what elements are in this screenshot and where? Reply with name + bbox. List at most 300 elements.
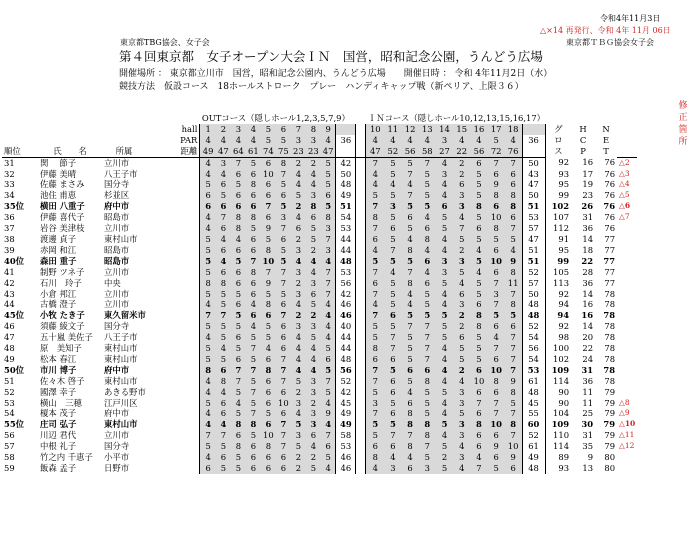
spacer-cell xyxy=(356,343,366,354)
club-cell: 立川市 xyxy=(104,223,130,234)
gross-cell: 95 xyxy=(558,244,570,255)
spacer-cell xyxy=(356,157,366,168)
fix-mark-cell xyxy=(617,452,637,463)
hcp-cell: 30 xyxy=(581,419,594,430)
club-cell: 昭島市 xyxy=(104,255,130,266)
in-score-cell: 7 xyxy=(384,245,401,256)
out-score-cell: 5 xyxy=(200,234,216,245)
in-score-cell: 5 xyxy=(488,310,505,321)
in-score-cell: 7 xyxy=(505,343,522,354)
gross-cell: 102 xyxy=(551,201,570,212)
out-score-cell: 5 xyxy=(321,179,336,190)
out-score-cell: 8 xyxy=(246,212,261,223)
out-score-cell: 5 xyxy=(216,441,231,452)
in-score-cell: 2 xyxy=(453,157,470,168)
organizer-left: 東京都TBG協会、女子会 xyxy=(120,38,210,47)
hcp-cell: 36 xyxy=(582,223,594,234)
in-score-cell: 7 xyxy=(401,169,418,180)
spacer-cell xyxy=(146,289,200,300)
out-score-cell: 6 xyxy=(321,441,336,452)
out-score-cell: 8 xyxy=(231,223,246,234)
in-score-cell: 4 xyxy=(366,179,384,190)
in-score-cell: 6 xyxy=(366,278,384,289)
table-row xyxy=(2,452,637,463)
player-name: 小牧 たき子 xyxy=(40,310,85,321)
in-score-cell: 5 xyxy=(366,190,384,201)
gross-cell: 105 xyxy=(553,266,570,277)
par-cell: 3 xyxy=(436,135,453,146)
in-score-cell: 9 xyxy=(488,179,505,190)
out-score-cell: 5 xyxy=(321,201,336,212)
out-score-cell: 4 xyxy=(246,299,261,310)
out-score-cell: 6 xyxy=(276,332,291,343)
in-score-cell: 6 xyxy=(384,408,401,419)
out-score-cell: 9 xyxy=(321,408,336,419)
club-cell: 国分寺 xyxy=(104,179,130,190)
fix-mark-cell: △6 xyxy=(619,201,631,211)
table-row xyxy=(2,463,637,474)
in-score-cell: 6 xyxy=(488,452,505,463)
out-score-cell: 5 xyxy=(216,321,231,332)
in-total-cell: 48 xyxy=(522,463,545,474)
net-cell: 78 xyxy=(603,310,616,321)
out-score-cell: 5 xyxy=(216,463,231,474)
in-score-cell: 5 xyxy=(470,354,487,365)
rank-cell: 50位 xyxy=(4,364,25,375)
out-score-cell: 6 xyxy=(276,321,291,332)
in-score-cell: 2 xyxy=(453,310,470,321)
club-cell: 江戸川区 xyxy=(104,397,138,408)
in-score-cell: 10 xyxy=(488,419,505,430)
out-score-cell: 5 xyxy=(276,201,291,212)
in-score-cell: 4 xyxy=(401,299,418,310)
out-score-cell: 6 xyxy=(261,354,276,365)
in-score-cell: 5 xyxy=(419,310,436,321)
out-score-cell: 4 xyxy=(321,419,336,430)
in-score-cell: 7 xyxy=(488,408,505,419)
out-score-cell: 5 xyxy=(216,354,231,365)
out-score-cell: 6 xyxy=(261,398,276,409)
out-score-cell: 4 xyxy=(321,332,336,343)
in-score-cell: 6 xyxy=(453,289,470,300)
fix-mark-cell: △10 xyxy=(619,419,636,429)
player-name: 古橋 澄子 xyxy=(40,299,77,310)
club-cell: 国分寺 xyxy=(104,441,130,452)
out-score-cell: 3 xyxy=(291,267,306,278)
fix-column-label xyxy=(678,100,688,148)
out-score-cell: 5 xyxy=(306,234,321,245)
out-score-cell: 3 xyxy=(291,289,306,300)
in-score-cell: 2 xyxy=(436,452,453,463)
out-score-cell: 7 xyxy=(321,267,336,278)
in-score-cell: 7 xyxy=(366,376,384,387)
out-total-cell: 53 xyxy=(336,441,356,452)
in-score-cell: 3 xyxy=(436,169,453,180)
spacer-cell xyxy=(356,398,366,409)
out-score-cell: 6 xyxy=(200,190,216,201)
net-cell: 76 xyxy=(604,190,616,201)
gross-cell: 91 xyxy=(558,233,570,244)
distance-cell: 56 xyxy=(470,146,487,157)
out-score-cell: 7 xyxy=(276,354,291,365)
rank-cell: 35位 xyxy=(4,201,25,212)
hcp-cell: 31 xyxy=(582,212,594,223)
out-score-cell: 2 xyxy=(291,234,306,245)
out-score-cell: 8 xyxy=(246,179,261,190)
in-score-cell: 7 xyxy=(505,408,522,419)
in-score-cell: 3 xyxy=(453,387,470,398)
distance-cell: 61 xyxy=(246,146,261,157)
in-score-cell: 5 xyxy=(470,234,487,245)
out-score-cell: 4 xyxy=(200,376,216,387)
in-score-cell: 5 xyxy=(470,169,487,180)
rank-cell: 51 xyxy=(4,375,15,386)
hcp-cell: 9 xyxy=(587,452,594,463)
out-score-cell: 6 xyxy=(276,299,291,310)
spacer-cell xyxy=(356,419,366,430)
out-score-cell: 6 xyxy=(246,278,261,289)
in-score-cell: 6 xyxy=(384,223,401,234)
par-cell: 5 xyxy=(261,135,276,146)
distance-cell: 49 xyxy=(200,146,216,157)
in-score-cell: 6 xyxy=(384,376,401,387)
in-score-cell: 5 xyxy=(453,343,470,354)
out-score-cell: 4 xyxy=(306,365,321,376)
hcp-cell: 18 xyxy=(582,244,594,255)
out-score-cell: 6 xyxy=(261,387,276,398)
out-score-cell: 8 xyxy=(216,278,231,289)
out-score-cell: 5 xyxy=(306,332,321,343)
out-score-cell: 4 xyxy=(306,256,321,267)
in-score-cell: 3 xyxy=(453,256,470,267)
net-cell: 80 xyxy=(604,463,616,473)
in-score-cell: 6 xyxy=(470,223,487,234)
in-total-cell: 51 xyxy=(522,201,545,212)
spacer-cell xyxy=(356,190,366,201)
out-score-cell: 8 xyxy=(276,157,291,168)
gross-label: グ ロ ス xyxy=(554,124,563,156)
out-total-cell: 48 xyxy=(336,354,356,365)
fix-mark-cell: △3 xyxy=(619,168,630,178)
in-score-cell: 6 xyxy=(384,310,401,321)
fix-mark-cell xyxy=(617,310,637,321)
name-header: 氏 名 xyxy=(38,146,102,157)
in-score-cell: 3 xyxy=(453,201,470,212)
spacer-cell xyxy=(356,441,366,452)
in-score-cell: 5 xyxy=(436,387,453,398)
gross-cell: 104 xyxy=(553,408,570,419)
in-total-cell: 50 xyxy=(522,157,545,168)
in-score-cell: 8 xyxy=(505,299,522,310)
out-score-cell: 7 xyxy=(246,256,261,267)
spacer-cell xyxy=(356,223,366,234)
out-score-cell: 6 xyxy=(231,201,246,212)
hole-number-cell: 17 xyxy=(488,124,505,135)
in-total-cell: 57 xyxy=(522,278,545,289)
in-score-cell: 7 xyxy=(419,321,436,332)
in-score-cell: 4 xyxy=(436,343,453,354)
in-score-cell: 3 xyxy=(453,452,470,463)
in-score-cell: 4 xyxy=(401,452,418,463)
out-score-cell: 2 xyxy=(306,245,321,256)
in-score-cell: 8 xyxy=(419,419,436,430)
out-total-cell: 56 xyxy=(336,365,356,376)
out-total-cell: 53 xyxy=(336,267,356,278)
gross-cell: 92 xyxy=(558,288,570,299)
out-score-cell: 8 xyxy=(246,267,261,278)
out-score-cell: 5 xyxy=(216,332,231,343)
hcp-cell: 24 xyxy=(582,353,594,364)
fix-label-text: 修 正 箇 所 xyxy=(678,101,688,147)
par-cell: 5 xyxy=(488,135,505,146)
out-score-cell: 5 xyxy=(231,289,246,300)
out-score-cell: 5 xyxy=(246,376,261,387)
par-cell: 4 xyxy=(419,135,436,146)
par-cell: 4 xyxy=(366,135,384,146)
net-cell: 76 xyxy=(604,212,616,223)
out-score-cell: 5 xyxy=(306,463,321,474)
in-score-cell: 8 xyxy=(366,452,384,463)
in-score-cell: 6 xyxy=(470,299,487,310)
out-total-cell: 46 xyxy=(336,310,356,321)
out-score-cell: 4 xyxy=(200,419,216,430)
par-cell: 4 xyxy=(470,135,487,146)
in-score-cell: 5 xyxy=(453,408,470,419)
rank-cell: 58 xyxy=(4,452,15,463)
in-score-cell: 5 xyxy=(384,169,401,180)
in-score-cell: 5 xyxy=(436,463,453,474)
fix-mark-cell xyxy=(617,223,637,234)
in-score-cell: 10 xyxy=(488,256,505,267)
out-score-cell: 7 xyxy=(321,278,336,289)
par-cell: 4 xyxy=(453,135,470,146)
out-total-cell: 46 xyxy=(336,452,356,463)
in-score-cell: 6 xyxy=(505,463,522,474)
rank-cell: 59 xyxy=(4,463,15,473)
in-score-cell: 7 xyxy=(488,278,505,289)
hcp-cell: 16 xyxy=(582,157,594,168)
out-total-cell: 49 xyxy=(336,408,356,419)
out-score-cell: 6 xyxy=(276,452,291,463)
in-score-cell: 5 xyxy=(419,452,436,463)
in-score-cell: 7 xyxy=(419,332,436,343)
rank-cell: 52 xyxy=(4,386,15,397)
spacer-cell xyxy=(356,267,366,278)
in-score-cell: 5 xyxy=(366,430,384,441)
in-score-cell: 6 xyxy=(488,354,505,365)
out-score-cell: 5 xyxy=(231,179,246,190)
club-cell: あきる野市 xyxy=(104,386,146,397)
in-score-cell: 4 xyxy=(419,212,436,223)
out-score-cell: 6 xyxy=(216,245,231,256)
out-score-cell: 7 xyxy=(276,169,291,180)
in-score-cell: 7 xyxy=(401,190,418,201)
spacer-cell xyxy=(356,124,366,135)
table-row xyxy=(2,441,637,452)
table-row xyxy=(2,190,637,201)
par-cell: 3 xyxy=(291,135,306,146)
out-score-cell: 2 xyxy=(291,452,306,463)
player-name: 飯森 孟子 xyxy=(40,463,77,473)
in-score-cell: 6 xyxy=(470,157,487,168)
in-score-cell: 3 xyxy=(384,463,401,474)
hcp-cell: 22 xyxy=(582,343,594,354)
in-score-cell: 6 xyxy=(401,398,418,409)
fix-mark-cell xyxy=(617,299,637,310)
in-score-cell: 10 xyxy=(488,365,505,376)
out-score-cell: 8 xyxy=(321,212,336,223)
gross-cell: 109 xyxy=(551,419,570,430)
out-total-cell: 48 xyxy=(336,179,356,190)
spacer-cell xyxy=(146,157,200,168)
fix-mark-cell xyxy=(617,278,637,289)
in-score-cell: 4 xyxy=(436,179,453,190)
in-total-cell: 61 xyxy=(522,376,545,387)
in-score-cell: 3 xyxy=(419,463,436,474)
hole-number-cell: 16 xyxy=(470,124,487,135)
out-score-cell: 6 xyxy=(261,310,276,321)
out-score-cell: 5 xyxy=(200,245,216,256)
in-score-cell: 7 xyxy=(401,267,418,278)
fix-mark-cell: △11 xyxy=(619,430,635,440)
hcp-cell: 13 xyxy=(582,463,594,473)
out-score-cell: 4 xyxy=(291,256,306,267)
in-score-cell: 4 xyxy=(453,441,470,452)
in-score-cell: 4 xyxy=(470,245,487,256)
in-score-cell: 7 xyxy=(366,310,384,321)
out-total-cell: 54 xyxy=(336,212,356,223)
fix-mark-cell xyxy=(617,354,637,365)
in-score-cell: 7 xyxy=(505,430,522,441)
out-score-cell: 6 xyxy=(276,343,291,354)
out-score-cell: 6 xyxy=(276,234,291,245)
rank-cell: 44 xyxy=(4,299,15,310)
spacer-cell xyxy=(146,463,200,474)
hcp-cell: 16 xyxy=(582,299,594,310)
player-name: 森田 重子 xyxy=(40,255,77,266)
out-score-cell: 4 xyxy=(216,419,231,430)
rank-cell: 48 xyxy=(4,343,15,354)
in-score-cell: 4 xyxy=(453,463,470,474)
spacer-cell xyxy=(356,408,366,419)
in-score-cell: 4 xyxy=(436,408,453,419)
par-header: PAR xyxy=(180,134,198,145)
player-name: 榎本 茂子 xyxy=(40,408,77,419)
in-score-cell: 6 xyxy=(366,354,384,365)
net-cell: 79 xyxy=(603,419,616,430)
out-score-cell: 10 xyxy=(262,255,275,266)
club-cell: 中央 xyxy=(104,277,121,288)
out-score-cell: 2 xyxy=(306,452,321,463)
in-score-cell: 4 xyxy=(436,365,453,376)
fix-mark-cell: △8 xyxy=(619,397,630,407)
club-cell: 立川市 xyxy=(104,430,130,441)
player-name: 制野 ツネ子 xyxy=(40,266,85,277)
in-score-cell: 5 xyxy=(419,169,436,180)
out-score-cell: 6 xyxy=(261,376,276,387)
in-score-cell: 5 xyxy=(366,387,384,398)
in-total-cell: 50 xyxy=(522,190,545,201)
table-row xyxy=(2,419,637,430)
par-cell: 4 xyxy=(216,135,231,146)
out-score-cell: 6 xyxy=(216,452,231,463)
hcp-cell: 26 xyxy=(581,201,594,212)
out-score-cell: 4 xyxy=(200,387,216,398)
distance-cell: 47 xyxy=(366,146,384,157)
out-score-cell: 10 xyxy=(276,398,291,409)
player-name: 五十嵐 美佐子 xyxy=(40,332,93,343)
out-score-cell: 5 xyxy=(321,169,336,180)
spacer-cell xyxy=(356,321,366,332)
distance-cell: 64 xyxy=(231,146,246,157)
net-cell: 78 xyxy=(604,299,616,310)
out-score-cell: 6 xyxy=(276,190,291,201)
in-score-cell: 4 xyxy=(488,332,505,343)
out-score-cell: 7 xyxy=(321,376,336,387)
gross-cell: 92 xyxy=(558,157,570,168)
spacer-cell xyxy=(146,332,200,343)
out-score-cell: 7 xyxy=(216,430,231,441)
club-cell: 昭島市 xyxy=(104,212,130,223)
out-score-cell: 5 xyxy=(200,179,216,190)
player-name: 須藤 綾文子 xyxy=(40,321,85,332)
out-score-cell: 5 xyxy=(291,190,306,201)
net-cell: 79 xyxy=(604,430,616,441)
rank-cell: 42 xyxy=(4,277,15,288)
table-row xyxy=(2,332,637,343)
gross-cell: 113 xyxy=(553,277,570,288)
player-name: 中根 礼子 xyxy=(40,441,77,452)
out-score-cell: 3 xyxy=(291,321,306,332)
in-score-cell: 3 xyxy=(453,190,470,201)
hcp-cell: 36 xyxy=(582,277,594,288)
in-score-cell: 7 xyxy=(470,463,487,474)
in-score-cell: 7 xyxy=(505,289,522,300)
out-score-cell: 5 xyxy=(200,289,216,300)
table-row xyxy=(2,365,637,376)
hcp-cell: 11 xyxy=(582,386,594,397)
gross-cell: 114 xyxy=(553,441,570,452)
gross-cell: 94 xyxy=(557,310,570,321)
in-score-cell: 7 xyxy=(419,354,436,365)
in-score-cell: 6 xyxy=(470,365,487,376)
in-score-cell: 6 xyxy=(384,387,401,398)
net-cell: 78 xyxy=(604,343,616,354)
in-score-cell: 7 xyxy=(505,354,522,365)
out-total-cell: 44 xyxy=(336,332,356,343)
fix-cell xyxy=(617,146,637,157)
hole-number-cell: 9 xyxy=(321,124,336,135)
in-score-cell: 8 xyxy=(505,190,522,201)
out-score-cell: 4 xyxy=(216,343,231,354)
spacer-cell xyxy=(356,179,366,190)
spacer-cell xyxy=(356,463,366,474)
player-name: 市川 博子 xyxy=(40,364,77,375)
gross-cell: 99 xyxy=(558,190,570,201)
in-score-cell: 7 xyxy=(419,157,436,168)
player-name: 佐々木 啓子 xyxy=(40,375,85,386)
table-row xyxy=(2,245,637,256)
out-score-cell: 7 xyxy=(276,419,291,430)
club-cell: 立川市 xyxy=(104,157,130,168)
in-total-cell: 43 xyxy=(522,169,545,180)
club-cell: 杉並区 xyxy=(104,190,130,201)
player-name: 竹之内 千恵子 xyxy=(40,452,93,463)
out-score-cell: 6 xyxy=(246,289,261,300)
page-title: 第４回東京都 女子オープン大会ＩＮ 国営，昭和記念公園，うんどう広場 xyxy=(119,49,543,64)
gross-cell: 95 xyxy=(558,179,570,190)
in-score-cell: 8 xyxy=(401,408,418,419)
